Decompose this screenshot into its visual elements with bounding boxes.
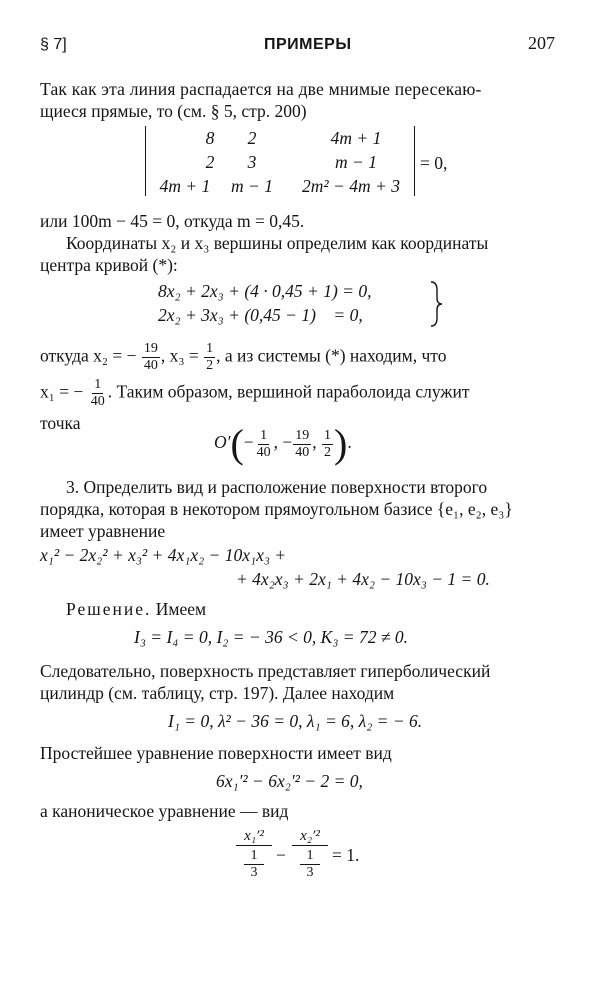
det-cell: 2 — [247, 128, 257, 148]
solution-label: Решение. — [66, 599, 152, 619]
fraction-inner-numerator: 1 — [244, 848, 264, 865]
fraction-numerator: 1 — [206, 341, 214, 356]
fraction-numerator: 19 — [143, 341, 158, 356]
paragraph-line: а каноническое уравнение — вид — [40, 801, 289, 821]
otkuda-prefix: откуда x₂ = − — [40, 345, 137, 366]
fraction — [322, 429, 333, 460]
fraction-denominator: 40 — [256, 444, 271, 460]
canonical-rhs: = 1. — [332, 845, 360, 865]
fraction-inner-denominator: 3 — [306, 865, 314, 880]
point-expression: O′(− $\frac{1}{40}$ , − $\frac{19}{40}$ , $\frac{1}{2}$ ). — [214, 421, 352, 466]
det-cell: m − 1 — [335, 152, 377, 172]
fraction — [255, 429, 273, 460]
fraction-denominator: 40 — [295, 444, 310, 460]
compound-fraction — [236, 828, 272, 881]
solution-line — [66, 598, 206, 620]
paragraph-line: Следовательно, поверхность представляет гиперболический — [40, 661, 491, 681]
paragraph-line: Так как эта линия распадается на две мнимые пересекаю- — [40, 79, 482, 99]
determinant-left-bar — [145, 126, 146, 196]
fraction-inner-denominator: 3 — [250, 865, 258, 880]
det-equals: = 0, — [420, 153, 448, 173]
paragraph-line: точка — [40, 413, 81, 433]
fraction-numerator: x₂′² — [292, 828, 328, 846]
x3-eq: , x₃ = — [160, 345, 199, 366]
det-cell: 4m + 1 — [159, 176, 211, 196]
paragraph-line: 3. Определить вид и расположение поверхности второго — [66, 477, 488, 497]
paren: ) — [334, 421, 348, 466]
paragraph-line: имеет уравнение — [40, 521, 166, 541]
paragraph-line: порядка, которая в некотором прямоугольном базисе {e₁, e₂, e₃} — [40, 499, 513, 519]
otkuda-suffix: , а из системы (*) находим, что — [216, 345, 447, 366]
compound-fraction — [292, 828, 328, 881]
equation-line: x₁² − 2x₂² + x₃² + 4x₁x₂ − 10x₁x₃ + — [40, 545, 287, 565]
x1-suffix: . Таким образом, вершиной параболоида служит — [107, 381, 470, 402]
paragraph-line: Координаты x₂ и x₃ вершины определим как координаты — [66, 233, 489, 253]
fraction — [89, 378, 107, 409]
fraction-numerator: 1 — [94, 377, 102, 392]
det-cell: m − 1 — [231, 176, 273, 196]
paragraph-line: центра кривой (*): — [40, 255, 178, 275]
paragraph-line: Простейшее уравнение поверхности имеет вид — [40, 743, 392, 763]
paragraph-line: щиеся прямые, то (см. § 5, стр. 200) — [40, 101, 307, 121]
equation-line: или 100m − 45 = 0, откуда m = 0,45. — [40, 211, 305, 231]
page-number: 207 — [528, 33, 555, 53]
fraction-numerator: 19 — [295, 427, 310, 443]
det-cell: 3 — [247, 152, 257, 172]
equation-line: 6x₁′² − 6x₂′² − 2 = 0, — [216, 771, 363, 791]
paren: ( — [230, 421, 244, 466]
equation-line: I₃ = I₄ = 0, I₂ = − 36 < 0, K₃ = 72 ≠ 0. — [134, 627, 408, 647]
equation-line: I₁ = 0, λ² − 36 = 0, λ₁ = 6, λ₂ = − 6. — [168, 711, 423, 731]
fraction-denominator: 2 — [324, 444, 332, 460]
det-cell: 4m + 1 — [330, 128, 382, 148]
fraction-denominator: 40 — [90, 394, 105, 409]
fraction-inner-numerator: 1 — [300, 848, 320, 865]
otkuda-line — [40, 342, 446, 373]
fraction — [293, 429, 311, 460]
x1-prefix: x₁ = − — [40, 381, 84, 402]
point-label: O′ — [214, 432, 231, 453]
x1-line — [40, 378, 470, 409]
det-cell: 8 — [205, 128, 215, 148]
fraction-numerator: 1 — [260, 427, 268, 443]
det-cell: 2 — [205, 152, 215, 172]
fraction-denominator: 2 — [206, 358, 214, 373]
determinant-right-bar — [414, 126, 415, 196]
running-title: ПРИМЕРЫ — [264, 36, 352, 53]
fraction — [204, 342, 215, 373]
system-equation: 2x₂ + 3x₃ + (0,45 − 1) = 0, — [158, 305, 363, 325]
fraction-numerator: 1 — [324, 427, 332, 443]
minus-sign: − — [276, 845, 286, 865]
fraction — [142, 342, 160, 373]
paragraph-line: цилиндр (см. таблицу, стр. 197). Далее находим — [40, 683, 395, 703]
det-cell: 2m² − 4m + 3 — [302, 176, 400, 196]
section-marker: § 7] — [40, 36, 67, 53]
fraction-numerator: x₁′² — [236, 828, 272, 846]
equation-line: + 4x₂x₃ + 2x₁ + 4x₂ − 10x₃ − 1 = 0. — [236, 569, 490, 589]
solution-word: Имеем — [155, 599, 207, 619]
right-brace-icon — [428, 280, 444, 328]
fraction-denominator: 40 — [143, 358, 158, 373]
system-equation: 8x₂ + 2x₃ + (4 · 0,45 + 1) = 0, — [158, 281, 372, 301]
